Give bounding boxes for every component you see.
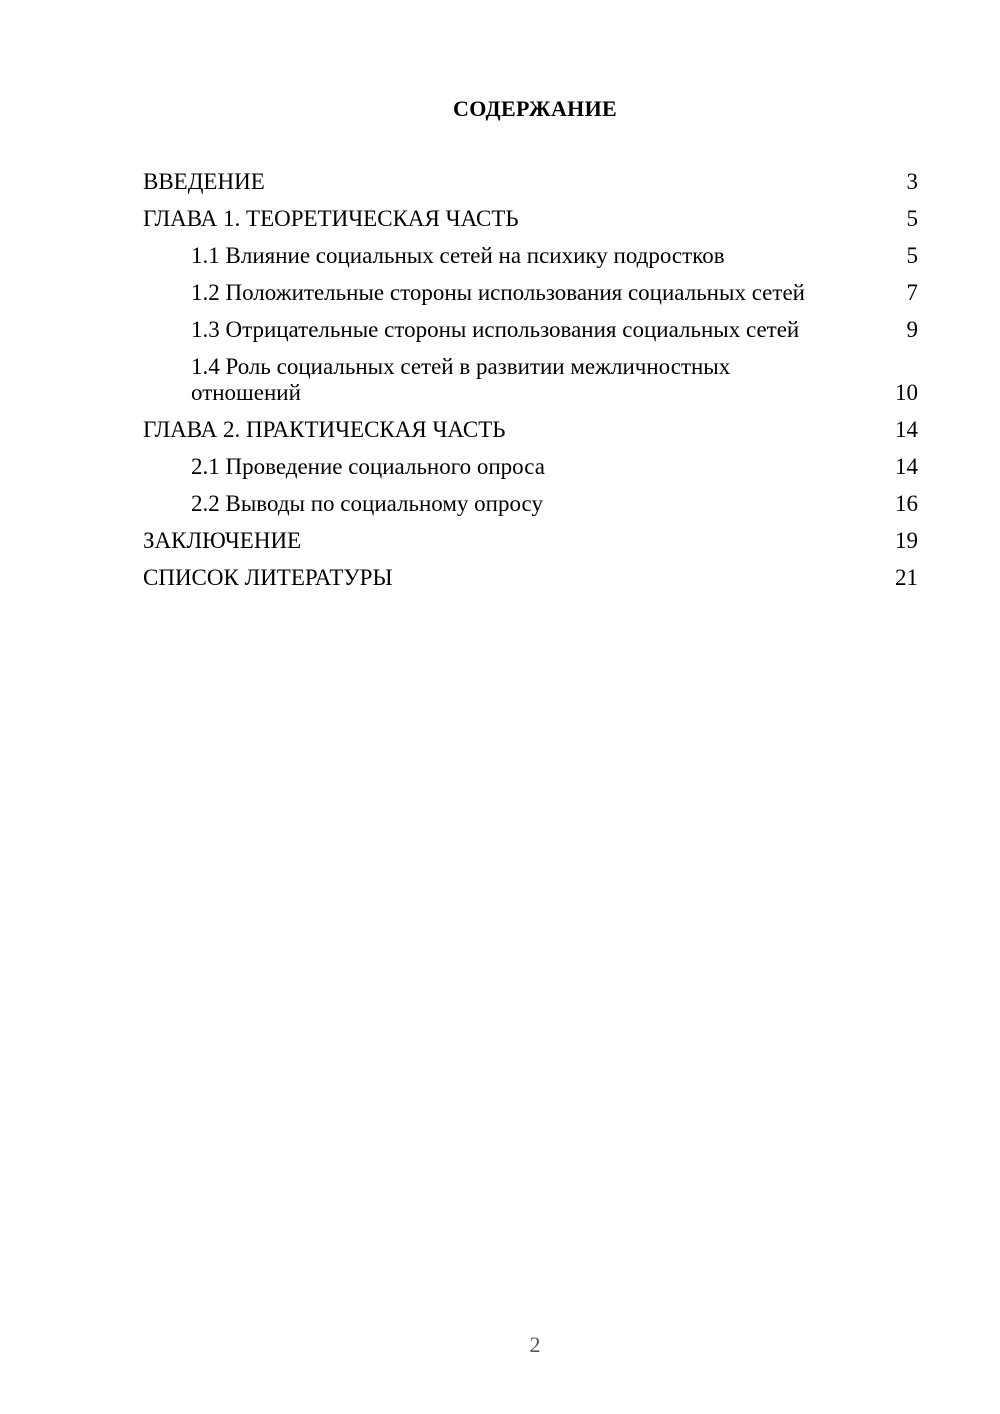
toc-entry-section-2-2[interactable] [143, 491, 918, 517]
toc-entry-text: СПИСОК ЛИТЕРАТУРЫ [143, 565, 393, 590]
toc-entry-section-1-4[interactable] [143, 354, 918, 406]
toc-entry-page: 19 [895, 528, 918, 553]
toc-entry-text: ВВЕДЕНИЕ [143, 169, 265, 194]
table-of-contents [143, 169, 918, 602]
toc-entry-text: 1.1 Влияние социальных сетей на психику подростков [191, 243, 725, 268]
toc-entry-section-2-1[interactable] [143, 454, 918, 480]
toc-entry-page: 7 [906, 280, 918, 305]
toc-entry-page: 9 [906, 317, 918, 342]
toc-entry-page: 14 [895, 417, 918, 442]
toc-entry-conclusion[interactable] [143, 528, 918, 554]
toc-entry-page: 21 [895, 565, 918, 590]
toc-entry-text: 1.2 Положительные стороны использования социальных сетей [191, 280, 805, 305]
toc-entry-text: 2.2 Выводы по социальному опросу [191, 491, 543, 516]
toc-entry-page: 5 [906, 243, 918, 268]
toc-entry-text: ГЛАВА 1. ТЕОРЕТИЧЕСКАЯ ЧАСТЬ [143, 206, 519, 231]
toc-entry-text: 1.3 Отрицательные стороны использования социальных сетей [191, 317, 800, 342]
toc-entry-section-1-1[interactable] [143, 243, 918, 269]
toc-entry-section-1-2[interactable] [143, 280, 918, 306]
toc-entry-text: ЗАКЛЮЧЕНИЕ [143, 528, 302, 553]
toc-entry-section-1-3[interactable] [143, 317, 918, 343]
toc-entry-chapter-1[interactable] [143, 206, 918, 232]
toc-entry-text: 2.1 Проведение социального опроса [191, 454, 545, 479]
toc-title: СОДЕРЖАНИЕ [453, 96, 617, 121]
toc-entry-chapter-2[interactable] [143, 417, 918, 443]
page-number: 2 [529, 1332, 541, 1357]
toc-entry-page: 16 [895, 491, 918, 516]
toc-entry-text: ГЛАВА 2. ПРАКТИЧЕСКАЯ ЧАСТЬ [143, 417, 506, 442]
toc-entry-page: 3 [906, 169, 918, 194]
toc-entry-page: 14 [895, 454, 918, 479]
toc-entry-text: 1.4 Роль социальных сетей в развитии межличностных отношений [191, 354, 731, 405]
toc-entry-bibliography[interactable] [143, 565, 918, 591]
toc-entry-page: 5 [906, 206, 918, 231]
toc-entry-introduction[interactable] [143, 169, 918, 195]
toc-entry-page: 10 [895, 380, 918, 405]
